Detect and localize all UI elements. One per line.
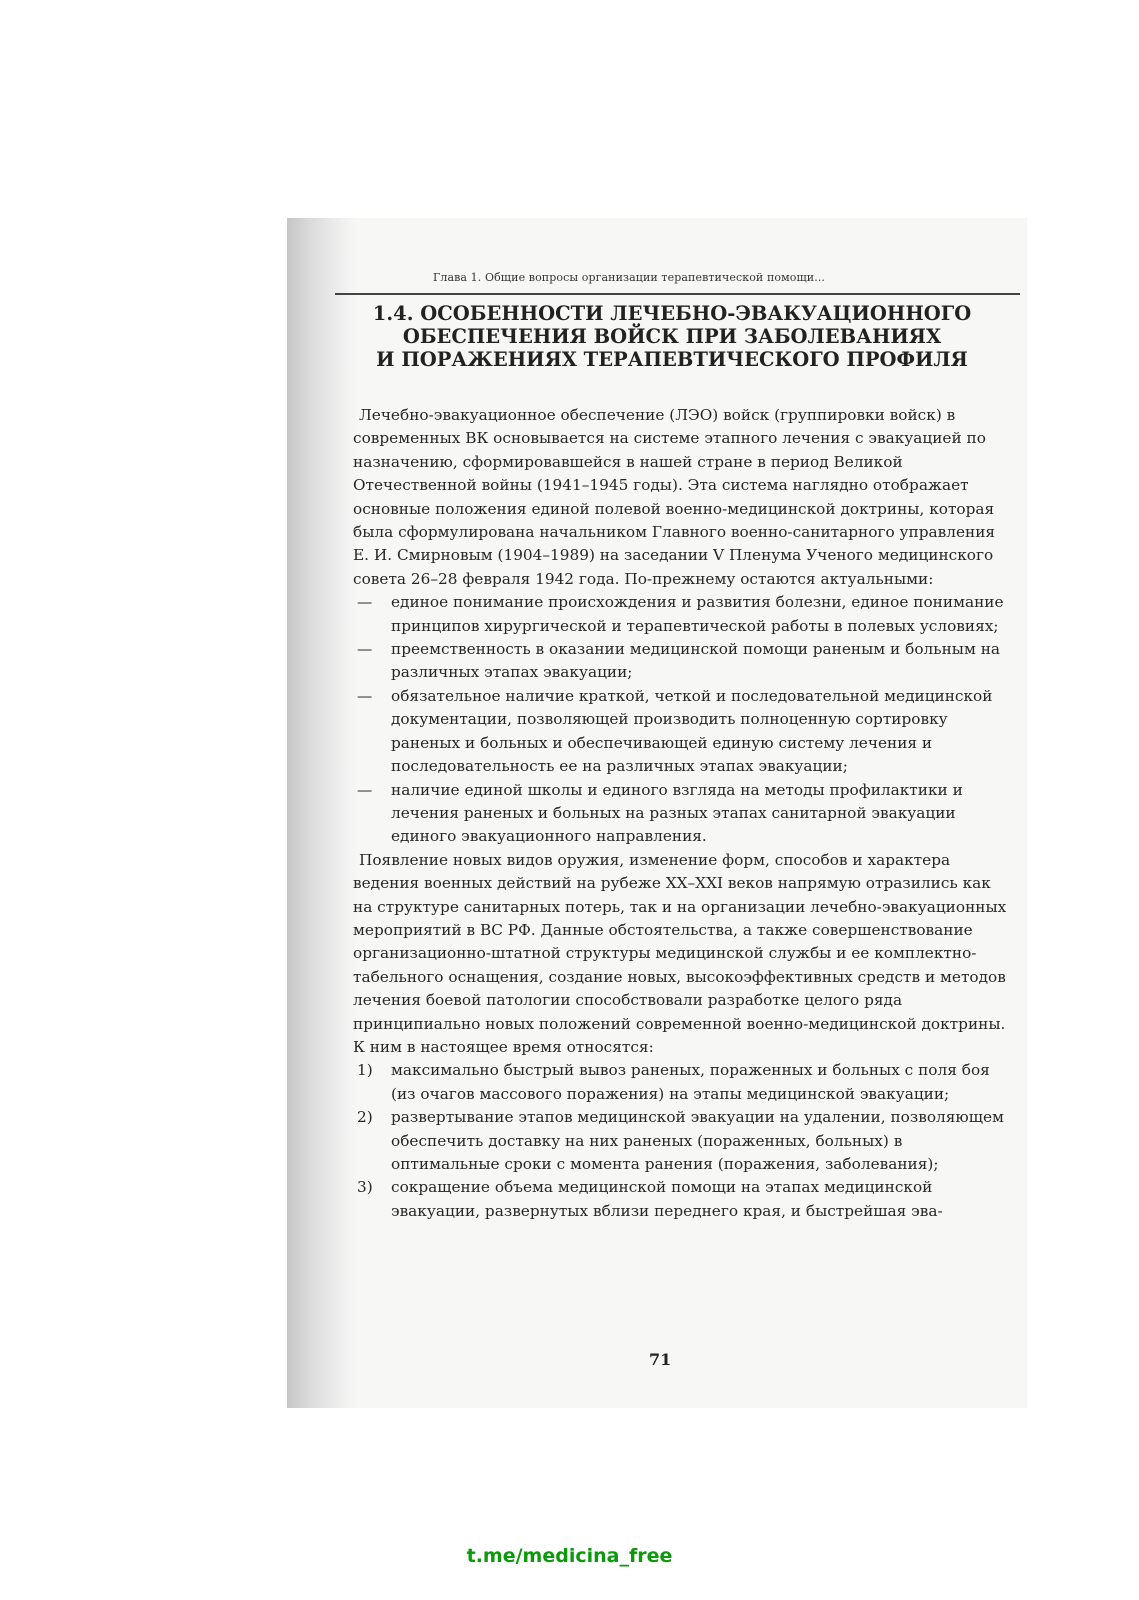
numbered-list [353, 1059, 1015, 1223]
paragraph: Лечебно-эвакуационное обеспечение (ЛЭО) войск (группировки войск) в современных ВК основывается на системе этапного лечения с эвакуацией по назначению, сформировавшейся в нашей стране в период Великой Отечественной войны (1941–1945 годы). Эта система наглядно отображает основные положения единой полевой военно-медицинской доктрины, которая была сформулирована начальником Главного военно-санитарного управления Е. И. Смирновым (1904–1989) на заседании V Пленума Ученого медицинского совета 26–28 февраля 1942 года. По-прежнему остаются актуальными: [353, 406, 996, 588]
list-item [353, 685, 1015, 779]
dash-mark: — [357, 640, 373, 659]
list-item [353, 1059, 1015, 1106]
list-item [353, 779, 1015, 849]
list-item-text: развертывание этапов медицинской эвакуации на удалении, позволяющем обеспечить доставку на них раненых (пораженных, больных) в оптимальные сроки с момента ранения (поражения, заболевания); [391, 1108, 1004, 1173]
dash-mark: — [357, 780, 373, 799]
list-item [353, 591, 1015, 638]
dash-mark: — [357, 686, 373, 705]
list-item-text: обязательное наличие краткой, четкой и последовательной медицинской документации, позволяющей производить полноценную сортировку раненых и больных и обеспечивающей единую систему лечения и последовательность ее на различных этапах эвакуации; [391, 686, 993, 776]
list-item [353, 638, 1015, 685]
list-item-text: сокращение объема медицинской помощи на этапах медицинской эвакуации, развернутых вблизи переднего края, и быстрейшая эва- [391, 1178, 943, 1220]
list-item-text: наличие единой школы и единого взгляда на методы профилактики и лечения раненых и больных на разных этапах санитарной эвакуации единого эвакуационного направления. [391, 780, 963, 846]
list-item [353, 1176, 1015, 1223]
number-mark: 1) [357, 1061, 373, 1080]
paragraph: Появление новых видов оружия, изменение форм, способов и характера ведения военных действий на рубеже XX–XXI веков напрямую отразились как на структуре санитарных потерь, так и на организации лечебно-эвакуационных мероприятий в ВС РФ. Данные обстоятельства, а также совершенствование организационно-штатной структуры медицинской службы и ее комплектно-табельного оснащения, создание новых, высокоэффективных средств и методов лечения боевой патологии способствовали разработке целого ряда принципиально новых положений современной военно-медицинской доктрины. К ним в настоящее время относятся: [353, 850, 1007, 1056]
section-title [347, 302, 997, 371]
scanned-page [287, 218, 1027, 1408]
dash-list [353, 591, 1015, 848]
dash-mark: — [357, 593, 373, 612]
list-item-text: единое понимание происхождения и развития болезни, единое понимание принципов хирургической и терапевтической работы в полевых условиях; [391, 593, 1004, 635]
running-head: Глава 1. Общие вопросы организации терапевтической помощи... [433, 271, 826, 284]
page-gutter-shadow [287, 218, 357, 1408]
section-title-line: 1.4. ОСОБЕННОСТИ ЛЕЧЕБНО-ЭВАКУАЦИОННОГО [372, 302, 972, 325]
page-number: 71 [649, 1350, 672, 1369]
list-item-text: максимально быстрый вывоз раненых, пораженных и больных с поля боя (из очагов массового поражения) на этапы медицинской эвакуации; [391, 1061, 990, 1103]
list-item [353, 1106, 1015, 1176]
number-mark: 2) [357, 1108, 373, 1127]
watermark-link[interactable]: t.me/medicina_free [466, 1545, 673, 1567]
body-text [353, 404, 1015, 1223]
section-title-line: И ПОРАЖЕНИЯХ ТЕРАПЕВТИЧЕСКОГО ПРОФИЛЯ [376, 348, 968, 371]
header-rule [335, 293, 1020, 295]
number-mark: 3) [357, 1178, 373, 1197]
section-title-line: ОБЕСПЕЧЕНИЯ ВОЙСК ПРИ ЗАБОЛЕВАНИЯХ [402, 325, 942, 348]
list-item-text: преемственность в оказании медицинской помощи раненым и больным на различных этапах эвакуации; [391, 640, 1001, 682]
